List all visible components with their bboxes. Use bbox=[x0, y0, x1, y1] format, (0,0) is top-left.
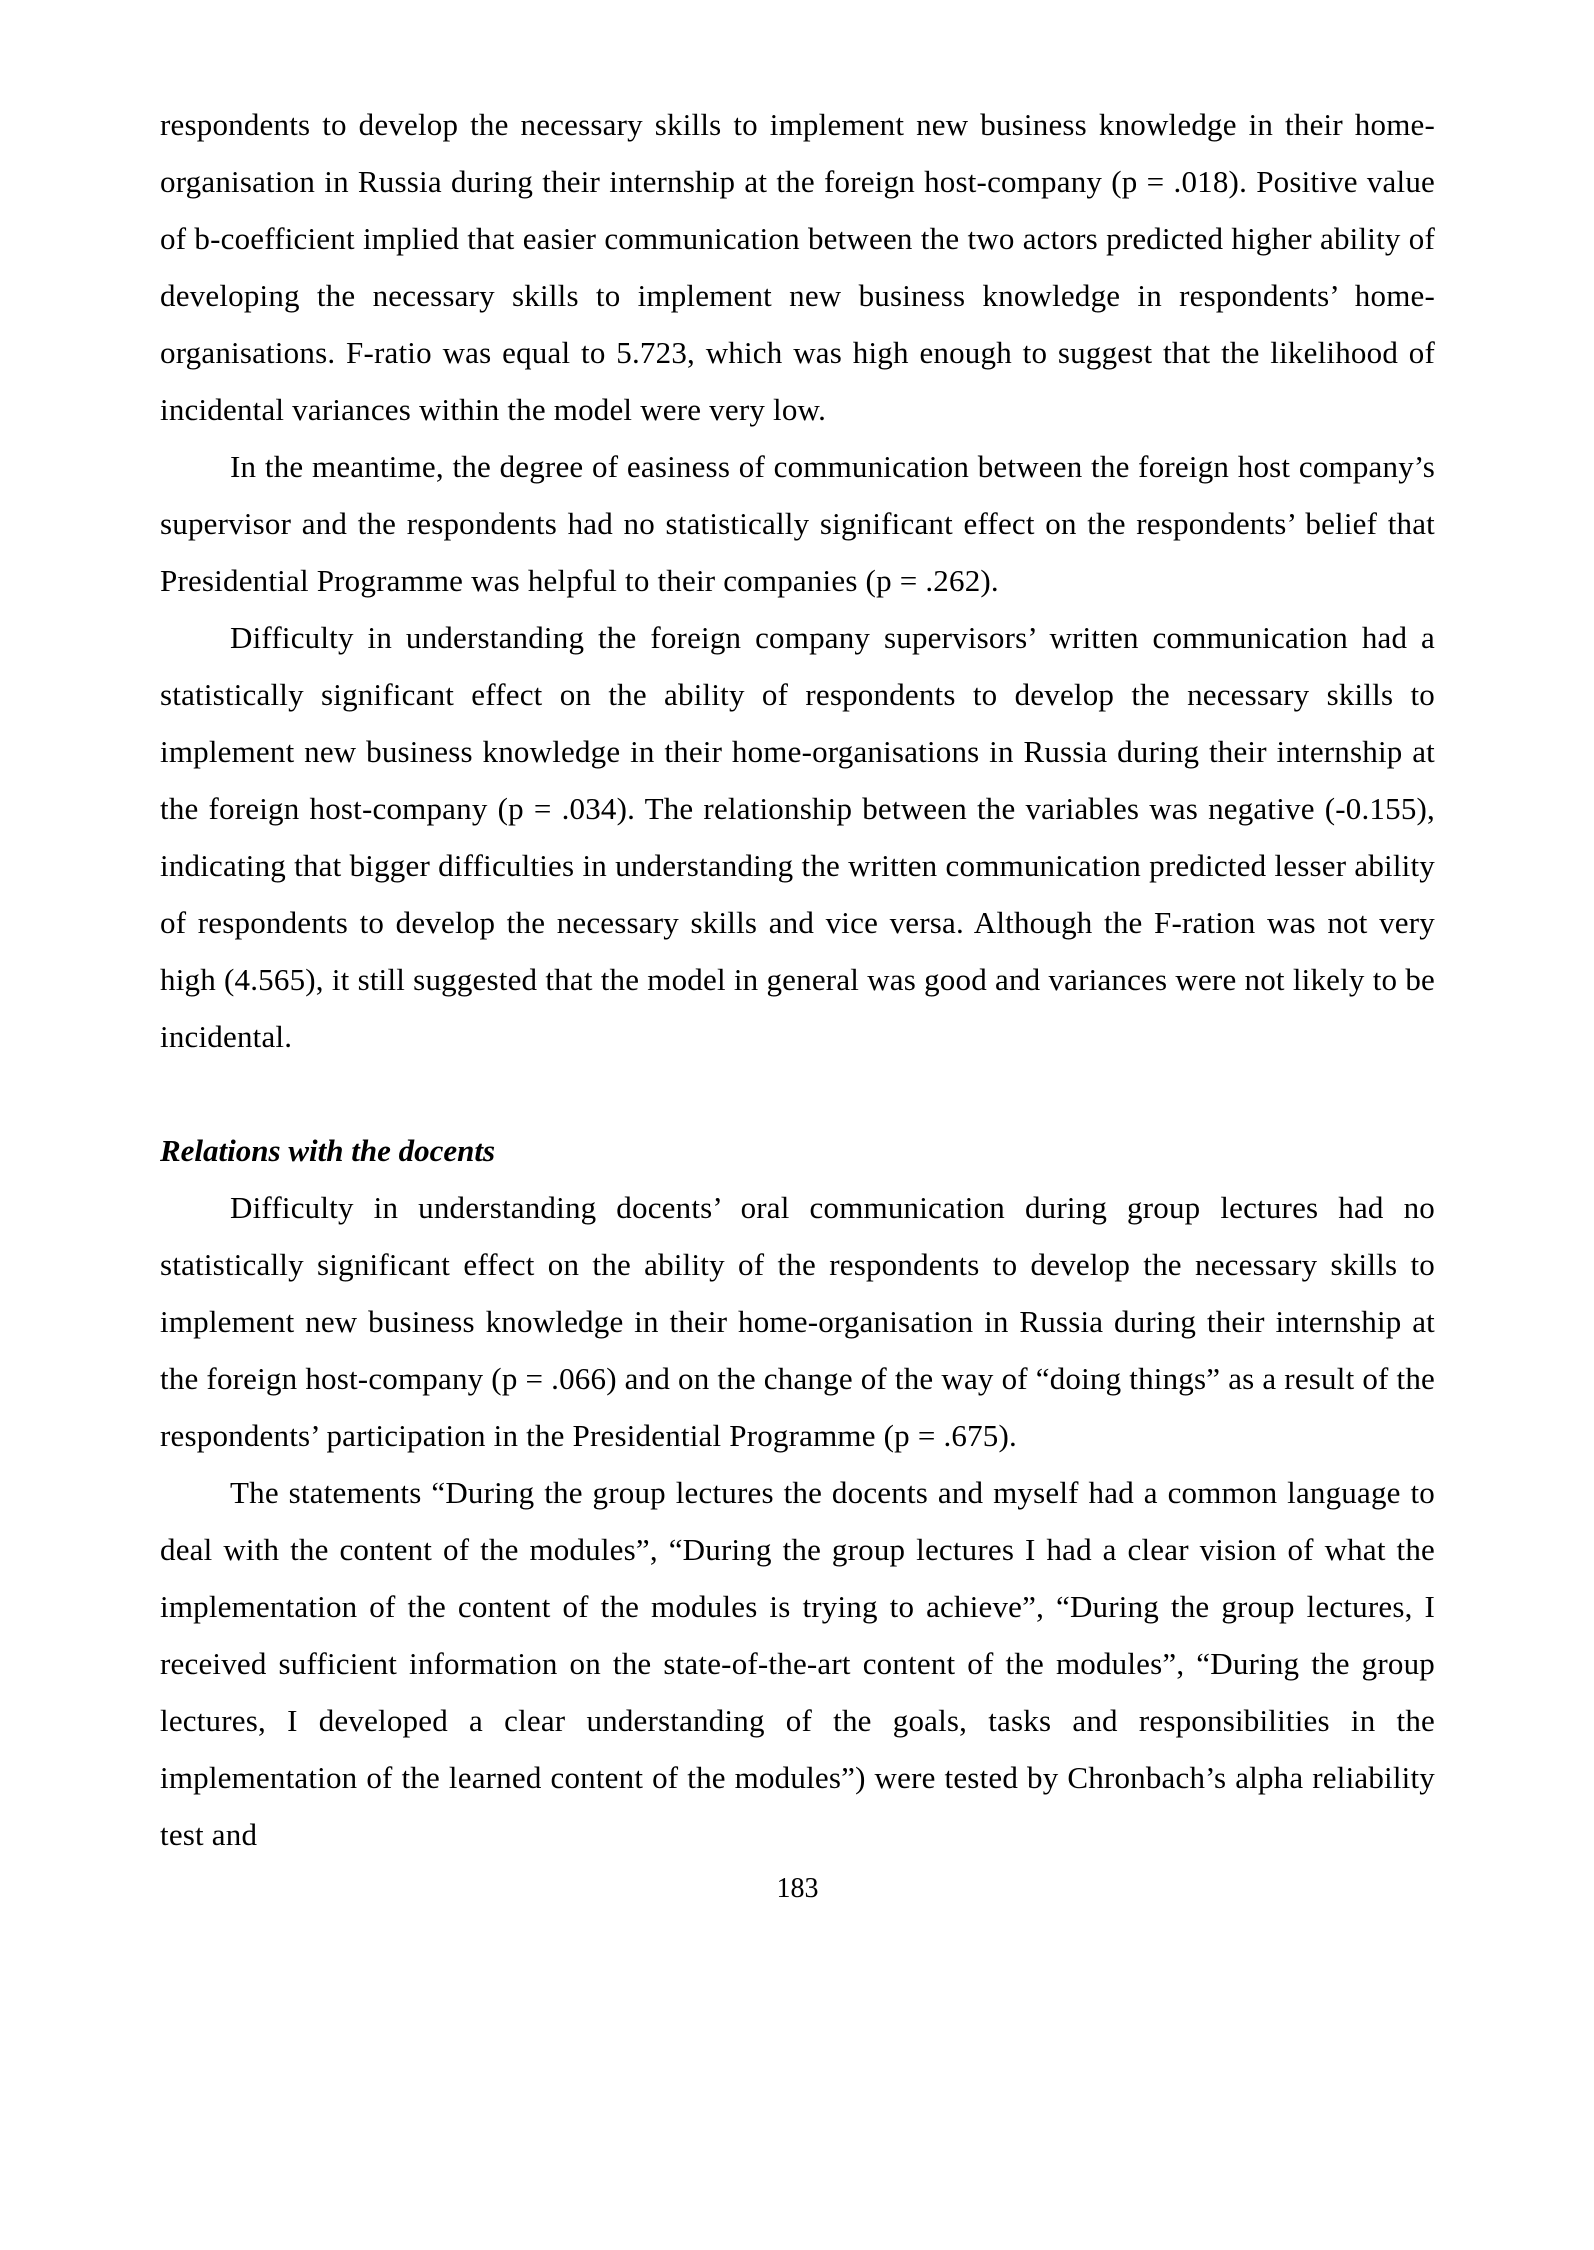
paragraph-easiness-communication: In the meantime, the degree of easiness of communication between the foreign host company’s supervisor and the respondents had no statistically significant effect on the respondents’ belief that Presidential Programme was helpful to their companies (p = .262). bbox=[160, 449, 1435, 598]
paragraph-docents-oral-communication: Difficulty in understanding docents’ oral communication during group lectures had no statistically significant effect on the ability of the respondents to develop the necessary skills to implement new business knowledge in their home-organisation in Russia during their internship at the foreign host-company (p = .066) and on the change of the way of “doing things” as a result of the respondents’ participation in the Presidential Programme (p = .675). bbox=[160, 1190, 1435, 1453]
section-heading: Relations with the docents bbox=[160, 1133, 496, 1168]
page-number: 183 bbox=[776, 1873, 819, 1904]
paragraph-written-communication: Difficulty in understanding the foreign company supervisors’ written communication had a statistically significant effect on the ability of respondents to develop the necessary skills to implement new business knowledge in their home-organisations in Russia during their internship at the foreign host-company (p = .034). The relationship between the variables was negative (-0.155), indicating that bigger difficulties in understanding the written communication predicted lesser ability of respondents to develop the necessary skills and vice versa. Although the F-ration was not very high (4.565), it still suggested that the model in general was good and variances were not likely to be incidental. bbox=[160, 620, 1435, 1054]
paragraph-regression-skills: respondents to develop the necessary skills to implement new business knowledge in their home-organisation in Russia during their internship at the foreign host-company (p = .018). Positive value of b-coefficient implied that easier communication between the two actors predicted higher ability of developing the necessary skills to implement new business knowledge in respondents’ home-organisations. F-ratio was equal to 5.723, which was high enough to suggest that the likelihood of incidental variances within the model were very low. bbox=[160, 107, 1435, 427]
paragraph-statements-reliability: The statements “During the group lectures the docents and myself had a common language to deal with the content of the modules”, “During the group lectures I had a clear vision of what the implementation of the content of the modules is trying to achieve”, “During the group lectures, I received sufficient information on the state-of-the-art content of the modules”, “During the group lectures, I developed a clear understanding of the goals, tasks and responsibilities in the implementation of the learned content of the modules”) were tested by Chronbach’s alpha reliability test and bbox=[160, 1475, 1435, 1852]
